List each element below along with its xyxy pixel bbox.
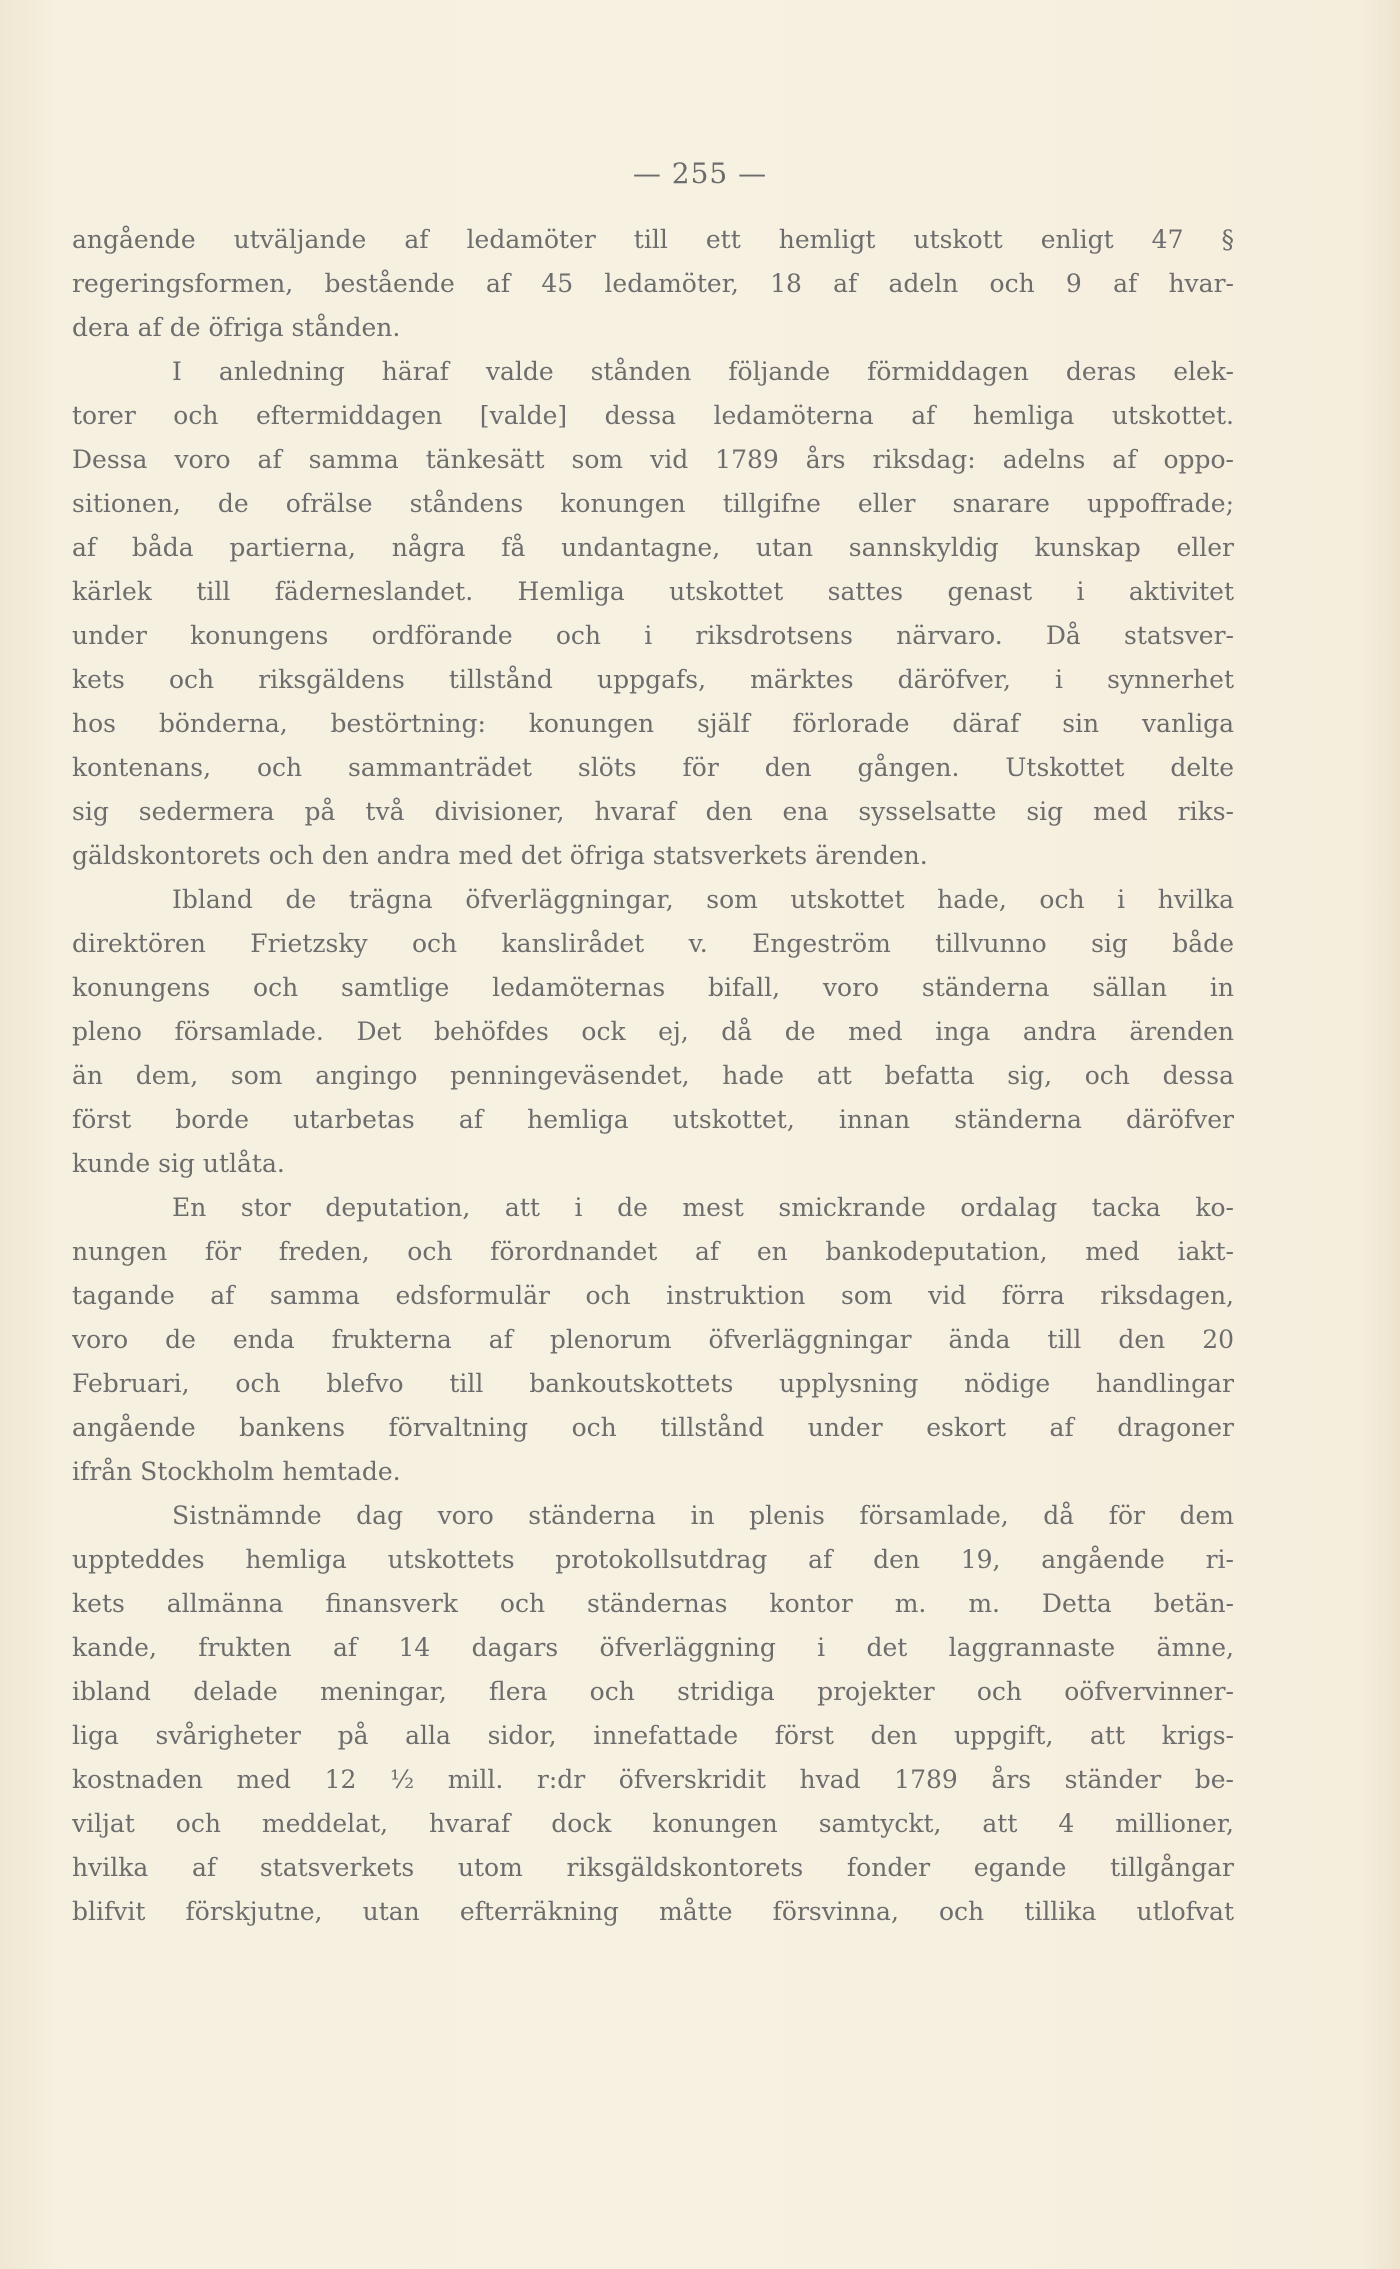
text-line: ibland delade meningar, flera och stridiga projekter och oöfvervinner- — [72, 1677, 1234, 1706]
text-line: under konungens ordförande och i riksdrotsens närvaro. Då statsver- — [72, 621, 1234, 650]
text-line: liga svårigheter på alla sidor, innefattade först den uppgift, att krigs- — [72, 1721, 1234, 1750]
text-line: Sistnämnde dag voro ständerna in plenis församlade, då för dem — [172, 1501, 1234, 1530]
text-line: hvilka af statsverkets utom riksgäldskontorets fonder egande tillgångar — [72, 1853, 1234, 1882]
text-line: voro de enda frukterna af plenorum öfverläggningar ända till den 20 — [72, 1325, 1234, 1354]
text-line: kunde sig utlåta. — [72, 1149, 285, 1178]
body-text — [72, 218, 1234, 1934]
text-line: torer och eftermiddagen [valde] dessa ledamöterna af hemliga utskottet. — [72, 401, 1234, 430]
text-line: ifrån Stockholm hemtade. — [72, 1457, 401, 1486]
text-line: dera af de öfriga stånden. — [72, 313, 401, 342]
text-line: än dem, som angingo penningeväsendet, hade att befatta sig, och dessa — [72, 1061, 1234, 1090]
text-line: nungen för freden, och förordnandet af en bankodeputation, med iakt- — [72, 1237, 1234, 1266]
text-line: kontenans, och sammanträdet slöts för den gången. Utskottet delte — [72, 753, 1234, 782]
text-line: angående bankens förvaltning och tillstånd under eskort af dragoner — [72, 1413, 1234, 1442]
text-line: hos bönderna, bestörtning: konungen själf förlorade däraf sin vanliga — [72, 709, 1234, 738]
text-line: af båda partierna, några få undantagne, utan sannskyldig kunskap eller — [72, 533, 1234, 562]
text-line: I anledning häraf valde stånden följande förmiddagen deras elek- — [172, 357, 1234, 386]
text-line: regeringsformen, bestående af 45 ledamöter, 18 af adeln och 9 af hvar- — [72, 269, 1234, 298]
text-line: En stor deputation, att i de mest smickrande ordalag tacka ko- — [172, 1193, 1234, 1222]
text-line: sitionen, de ofrälse ståndens konungen tillgifne eller snarare uppoffrade; — [72, 489, 1234, 518]
text-line: Dessa voro af samma tänkesätt som vid 1789 års riksdag: adelns af oppo- — [72, 445, 1234, 474]
text-line: Ibland de trägna öfverläggningar, som utskottet hade, och i hvilka — [172, 885, 1234, 914]
text-line: blifvit förskjutne, utan efterräkning måtte försvinna, och tillika utlofvat — [72, 1897, 1234, 1926]
text-line: uppteddes hemliga utskottets protokollsutdrag af den 19, angående ri- — [72, 1545, 1234, 1574]
text-line: viljat och meddelat, hvaraf dock konungen samtyckt, att 4 millioner, — [72, 1809, 1234, 1838]
text-line: sig sedermera på två divisioner, hvaraf den ena sysselsatte sig med riks- — [72, 797, 1234, 826]
text-line: konungens och samtlige ledamöternas bifall, voro ständerna sällan in — [72, 973, 1234, 1002]
text-line: Februari, och blefvo till bankoutskottets upplysning nödige handlingar — [72, 1369, 1234, 1398]
text-line: kets och riksgäldens tillstånd uppgafs, märktes däröfver, i synnerhet — [72, 665, 1234, 694]
text-line: angående utväljande af ledamöter till ett hemligt utskott enligt 47 § — [72, 225, 1234, 254]
text-line: direktören Frietzsky och kanslirådet v. Engeström tillvunno sig både — [72, 929, 1234, 958]
text-line: kets allmänna finansverk och ständernas kontor m. m. Detta betän- — [72, 1589, 1234, 1618]
text-line: kostnaden med 12 ½ mill. r:dr öfverskridit hvad 1789 års ständer be- — [72, 1765, 1234, 1794]
page-number: — 255 — — [632, 157, 768, 190]
text-line: pleno församlade. Det behöfdes ock ej, då de med inga andra ärenden — [72, 1017, 1234, 1046]
text-line: gäldskontorets och den andra med det öfriga statsverkets ärenden. — [72, 841, 928, 870]
text-line: kärlek till fäderneslandet. Hemliga utskottet sattes genast i aktivitet — [72, 577, 1234, 606]
text-line: kande, frukten af 14 dagars öfverläggning i det laggrannaste ämne, — [72, 1633, 1234, 1662]
text-line: först borde utarbetas af hemliga utskottet, innan ständerna däröfver — [72, 1105, 1234, 1134]
text-line: tagande af samma edsformulär och instruktion som vid förra riksdagen, — [72, 1281, 1234, 1310]
